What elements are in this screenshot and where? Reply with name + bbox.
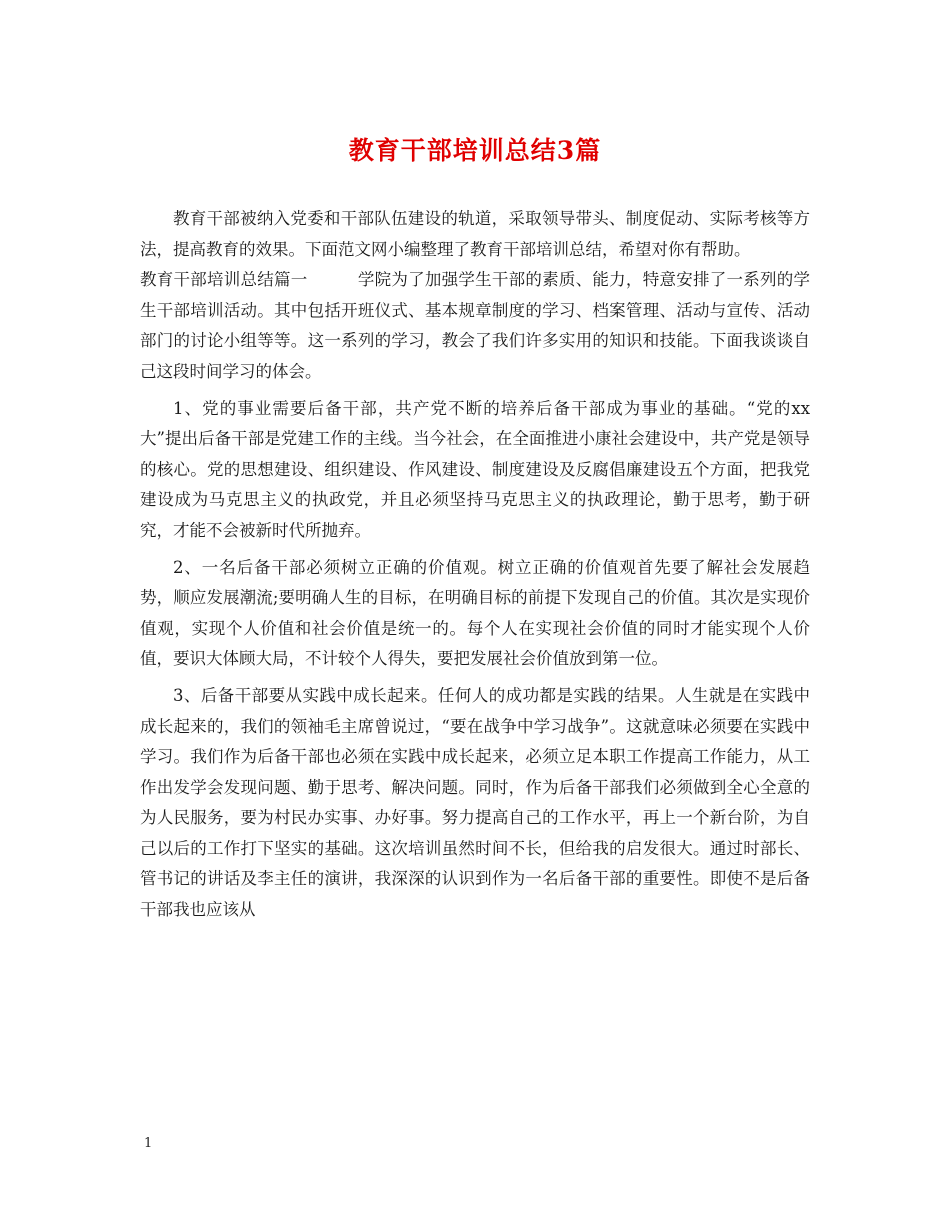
document-title: 教育干部培训总结3篇 (348, 136, 602, 165)
point-two-paragraph: 2、一名后备干部必须树立正确的价值观。树立正确的价值观首先要了解社会发展趋势，顺应发展潮流;要明确人生的目标，在明确目标的前提下发现自己的价值。其次是实现价值观，实现个人价值和社会价值是统一的。每个人在实现社会价值的同时才能实现个人价值，要识大体顾大局，不计较个人得失，要把发展社会价值放到第一位。 (140, 557, 810, 669)
page-number: 1 (144, 1136, 153, 1151)
document-body (140, 204, 810, 926)
point-one-paragraph: 1、党的事业需要后备干部，共产党不断的培养后备干部成为事业的基础。“党的xx大”提出后备干部是党建工作的主线。当今社会，在全面推进小康社会建设中，共产党是领导的核心。党的思想建设、组织建设、作风建设、制度建设及反腐倡廉建设五个方面，把我党建设成为马克思主义的执政党，并且必须坚持马克思主义的执政理论，勤于思考，勤于研究，才能不会被新时代所抛弃。 (140, 398, 810, 540)
intro-paragraph: 教育干部被纳入党委和干部队伍建设的轨道，采取领导带头、制度促动、实际考核等方法，提高教育的效果。下面范文网小编整理了教育干部培训总结，希望对你有帮助。 (140, 209, 810, 259)
section-one-paragraph: 教育干部培训总结篇一 学院为了加强学生干部的素质、能力，特意安排了一系列的学生干部培训活动。其中包括开班仪式、基本规章制度的学习、档案管理、活动与宣传、活动部门的讨论小组等等。这一系列的学习，教会了我们许多实用的知识和技能。下面我谈谈自己这段时间学习的体会。 (140, 270, 810, 381)
point-three-paragraph: 3、后备干部要从实践中成长起来。任何人的成功都是实践的结果。人生就是在实践中成长起来的，我们的领袖毛主席曾说过，“要在战争中学习战争”。这就意味必须要在实践中学习。我们作为后备干部也必须在实践中成长起来，必须立足本职工作提高工作能力，从工作出发学会发现问题、勤于思考、解决问题。同时，作为后备干部我们必须做到全心全意的为人民服务，要为村民办实事、办好事。努力提高自己的工作水平，再上一个新台阶，为自己以后的工作打下坚实的基础。这次培训虽然时间不长，但给我的启发很大。通过时部长、管书记的讲话及李主任的演讲，我深深的认识到作为一名后备干部的重要性。即使不是后备干部我也应该从 (140, 685, 810, 920)
